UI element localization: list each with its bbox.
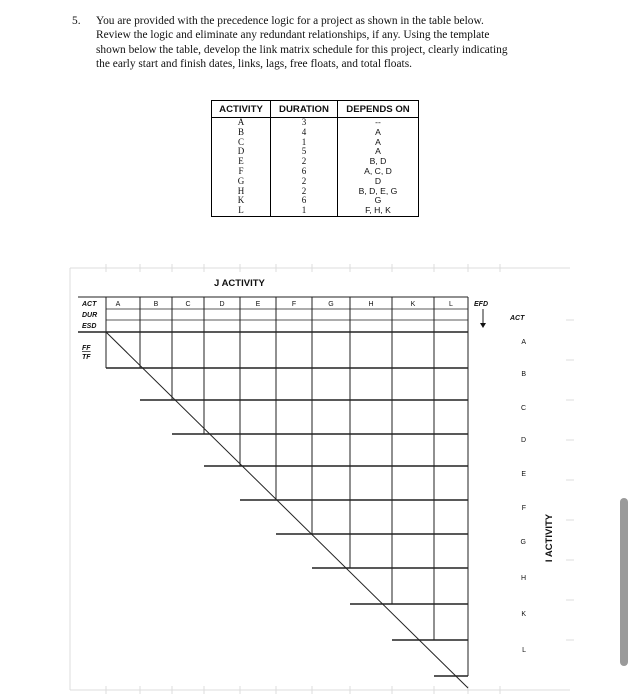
header-depends-on: DEPENDS ON [338,101,419,118]
activity-cell: E [212,157,271,167]
activity-cell: G [212,177,271,187]
duration-cell: 2 [271,157,338,167]
header-activity: ACTIVITY [212,101,271,118]
question-line-2: Review the logic and eliminate any redundant relationships, if any. Using the template [96,29,490,42]
tf-label: TF [82,354,91,361]
activity-cell: B [212,128,271,138]
activity-cell: L [212,206,271,216]
activity-cell: A [212,118,271,128]
row-header-a: A [521,339,526,346]
duration-cell: 2 [271,177,338,187]
row-header-d: D [520,437,526,444]
question-line-4: the early start and finish dates, links, lags, free floats, and total floats. [96,58,413,71]
depends-cell: F, H, K [338,206,419,216]
duration-cell: 4 [271,128,338,138]
depends-cell: A [338,147,419,157]
question-line-1: You are provided with the precedence logic for a project as shown in the table below. [96,15,484,27]
col-header-f: F [291,301,297,308]
duration-cell: 1 [271,206,338,216]
act-label: ACT [510,315,525,322]
col-header-k: K [410,301,416,308]
col-header-h: H [368,301,374,308]
col-header-l: L [449,301,453,308]
j-activity-label: J ACTIVITY [214,278,265,289]
efd-label: EFD [474,301,488,308]
ff-label: FF [82,345,91,352]
depends-cell: A [338,138,419,148]
row-label-esd: ESD [82,323,97,330]
question-number: 5. [72,15,81,27]
col-header-c: C [185,301,191,308]
i-activity-label: I ACTIVITY [544,513,555,563]
depends-cell: B, D, E, G [338,187,419,197]
col-header-e: E [255,301,261,308]
matrix-diagonal [106,332,468,688]
row-header-g: G [520,539,526,546]
activity-cell: C [212,138,271,148]
duration-cell: 1 [271,138,338,148]
col-header-a: A [115,301,121,308]
col-header-b: B [153,301,159,308]
depends-cell: -- [338,118,419,128]
activity-cell: H [212,187,271,197]
row-header-f: F [521,505,526,512]
depends-cell: A, C, D [338,167,419,177]
col-header-g: G [328,301,334,308]
duration-cell: 2 [271,187,338,197]
activity-cell: K [212,196,271,206]
row-header-b: B [521,371,526,378]
duration-cell: 6 [271,167,338,177]
row-header-k: K [521,611,526,618]
row-label-dur: DUR [82,312,98,319]
efd-arrow-icon [480,323,486,328]
duration-cell: 5 [271,147,338,157]
row-header-e: E [521,471,526,478]
header-duration: DURATION [271,101,338,118]
duration-cell: 6 [271,196,338,206]
activity-cell: D [212,147,271,157]
row-header-h: H [520,575,526,582]
row-label-act: ACT [82,301,97,308]
row-header-l: L [522,647,526,654]
depends-cell: B, D [338,157,419,167]
duration-cell: 3 [271,118,338,128]
activity-cell: F [212,167,271,177]
question-line-3: shown below the table, develop the link matrix schedule for this project, clearly indicating [96,43,508,56]
depends-cell: D [338,177,419,187]
depends-cell: A [338,128,419,138]
row-header-c: C [520,405,526,412]
col-header-d: D [219,301,225,308]
depends-cell: G [338,196,419,206]
scrollbar-thumb[interactable] [620,498,628,666]
